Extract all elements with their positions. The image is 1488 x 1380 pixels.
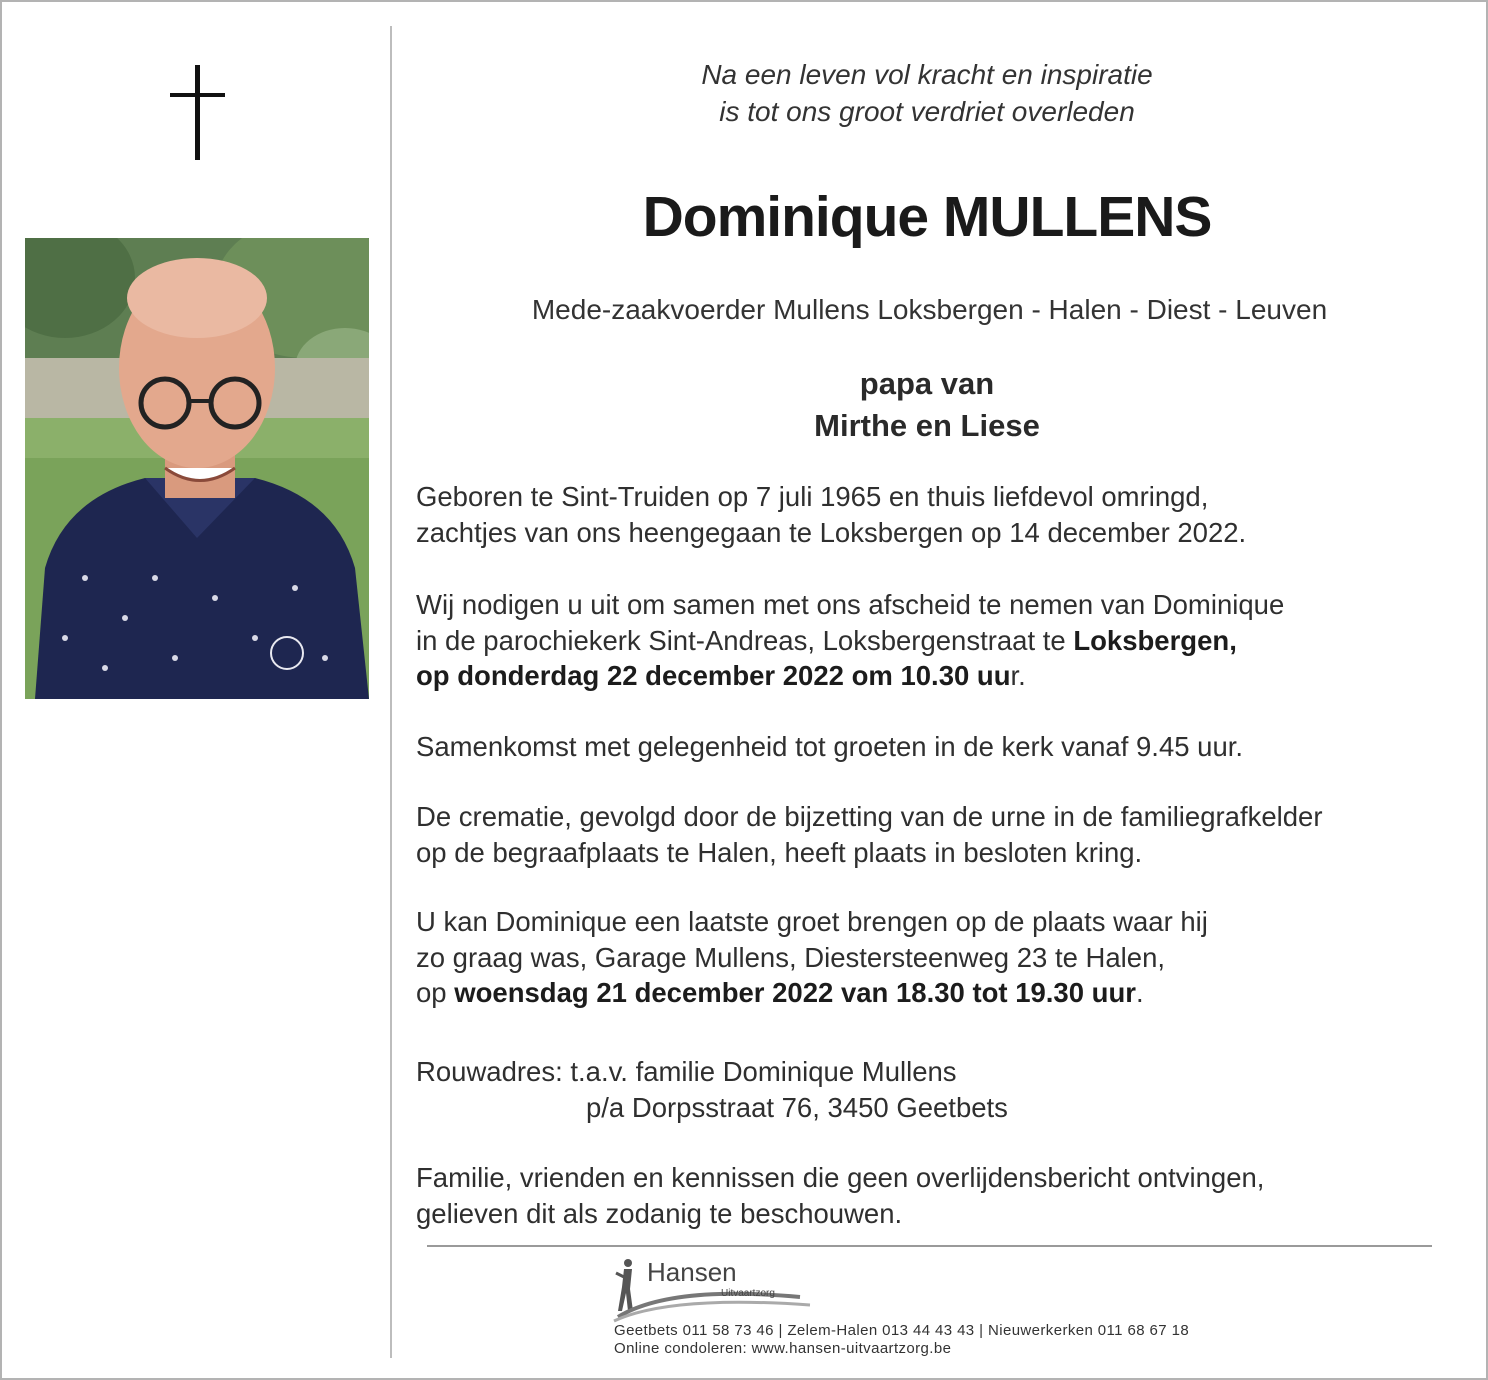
visit-line-3-start: op bbox=[416, 977, 455, 1008]
intro-text bbox=[532, 56, 1322, 130]
notice-line-2: gelieven dit als zodanig te beschouwen. bbox=[416, 1197, 903, 1229]
visit-line-3-end: . bbox=[1135, 977, 1144, 1008]
invite-location: Loksbergen, bbox=[1073, 624, 1237, 656]
papa-line-1: papa van bbox=[859, 366, 995, 401]
invite-line-2-text: in de parochiekerk Sint-Andreas, Loksbergenstraat te bbox=[416, 624, 1074, 656]
invite-line-3-end: r. bbox=[1010, 660, 1026, 691]
cremation-line-2: op de begraafplaats te Halen, heeft plaats in besloten kring. bbox=[416, 836, 1143, 868]
visit-datetime: woensdag 21 december 2022 van 18.30 tot 19.30 uur bbox=[454, 977, 1136, 1008]
visit-line-2: zo graag was, Garage Mullens, Diestersteenweg 23 te Halen, bbox=[416, 941, 1166, 973]
funeral-home-subtitle: Uitvaartzorg bbox=[721, 1288, 775, 1299]
funeral-home-name: Hansen bbox=[647, 1257, 737, 1287]
visit-line-3 bbox=[416, 975, 1476, 1011]
notice-paragraph bbox=[416, 1160, 1476, 1231]
vertical-divider bbox=[390, 26, 392, 1358]
intro-line-1: Na een leven vol kracht en inspiratie bbox=[701, 59, 1153, 90]
funeral-home-contacts bbox=[614, 1322, 1414, 1358]
birth-line-1: Geboren te Sint-Truiden op 7 juli 1965 en thuis liefdevol omringd, bbox=[416, 481, 1209, 512]
invite-line-2 bbox=[416, 623, 1476, 659]
deceased-name: Dominique MULLENS bbox=[642, 185, 1212, 249]
intro-line-2: is tot ons groot verdriet overleden bbox=[719, 96, 1135, 127]
visit-paragraph bbox=[416, 904, 1476, 1011]
portrait-photo bbox=[25, 238, 369, 699]
address-line-1: Rouwadres: t.a.v. familie Dominique Mullens bbox=[416, 1056, 957, 1087]
invite-paragraph bbox=[416, 587, 1476, 694]
cremation-line-1: De crematie, gevolgd door de bijzetting van de urne in de familiegrafkelder bbox=[416, 801, 1323, 832]
footer-divider bbox=[427, 1245, 1432, 1247]
role-text: Mede-zaakvoerder Mullens Loksbergen - Halen - Diest - Leuven bbox=[531, 294, 1328, 325]
invite-line-1: Wij nodigen u uit om samen met ons afscheid te nemen van Dominique bbox=[416, 589, 1285, 620]
birth-line-2: zachtjes van ons heengegaan te Loksbergen op 14 december 2022. bbox=[416, 516, 1247, 548]
birth-paragraph bbox=[416, 479, 1476, 550]
papa-line-2: Mirthe en Liese bbox=[814, 408, 1040, 443]
gathering-paragraph: Samenkomst met gelegenheid tot groeten in de kerk vanaf 9.45 uur. bbox=[416, 731, 1244, 762]
invite-line-3 bbox=[416, 658, 1476, 694]
cremation-paragraph bbox=[416, 799, 1476, 870]
family-text bbox=[532, 363, 1322, 447]
notice-line-1: Familie, vrienden en kennissen die geen overlijdensbericht ontvingen, bbox=[416, 1162, 1265, 1193]
address-line-2: p/a Dorpsstraat 76, 3450 Geetbets bbox=[586, 1091, 1008, 1123]
contact-online: Online condoleren: www.hansen-uitvaartzorg.be bbox=[614, 1340, 952, 1357]
contact-phones: Geetbets 011 58 73 46 | Zelem-Halen 013 44 43 43 | Nieuwerkerken 011 68 67 18 bbox=[614, 1322, 1190, 1339]
invite-datetime: op donderdag 22 december 2022 om 10.30 uu bbox=[416, 660, 1011, 691]
address-paragraph bbox=[416, 1054, 1476, 1125]
visit-line-1: U kan Dominique een laatste groet brengen op de plaats waar hij bbox=[416, 906, 1208, 937]
